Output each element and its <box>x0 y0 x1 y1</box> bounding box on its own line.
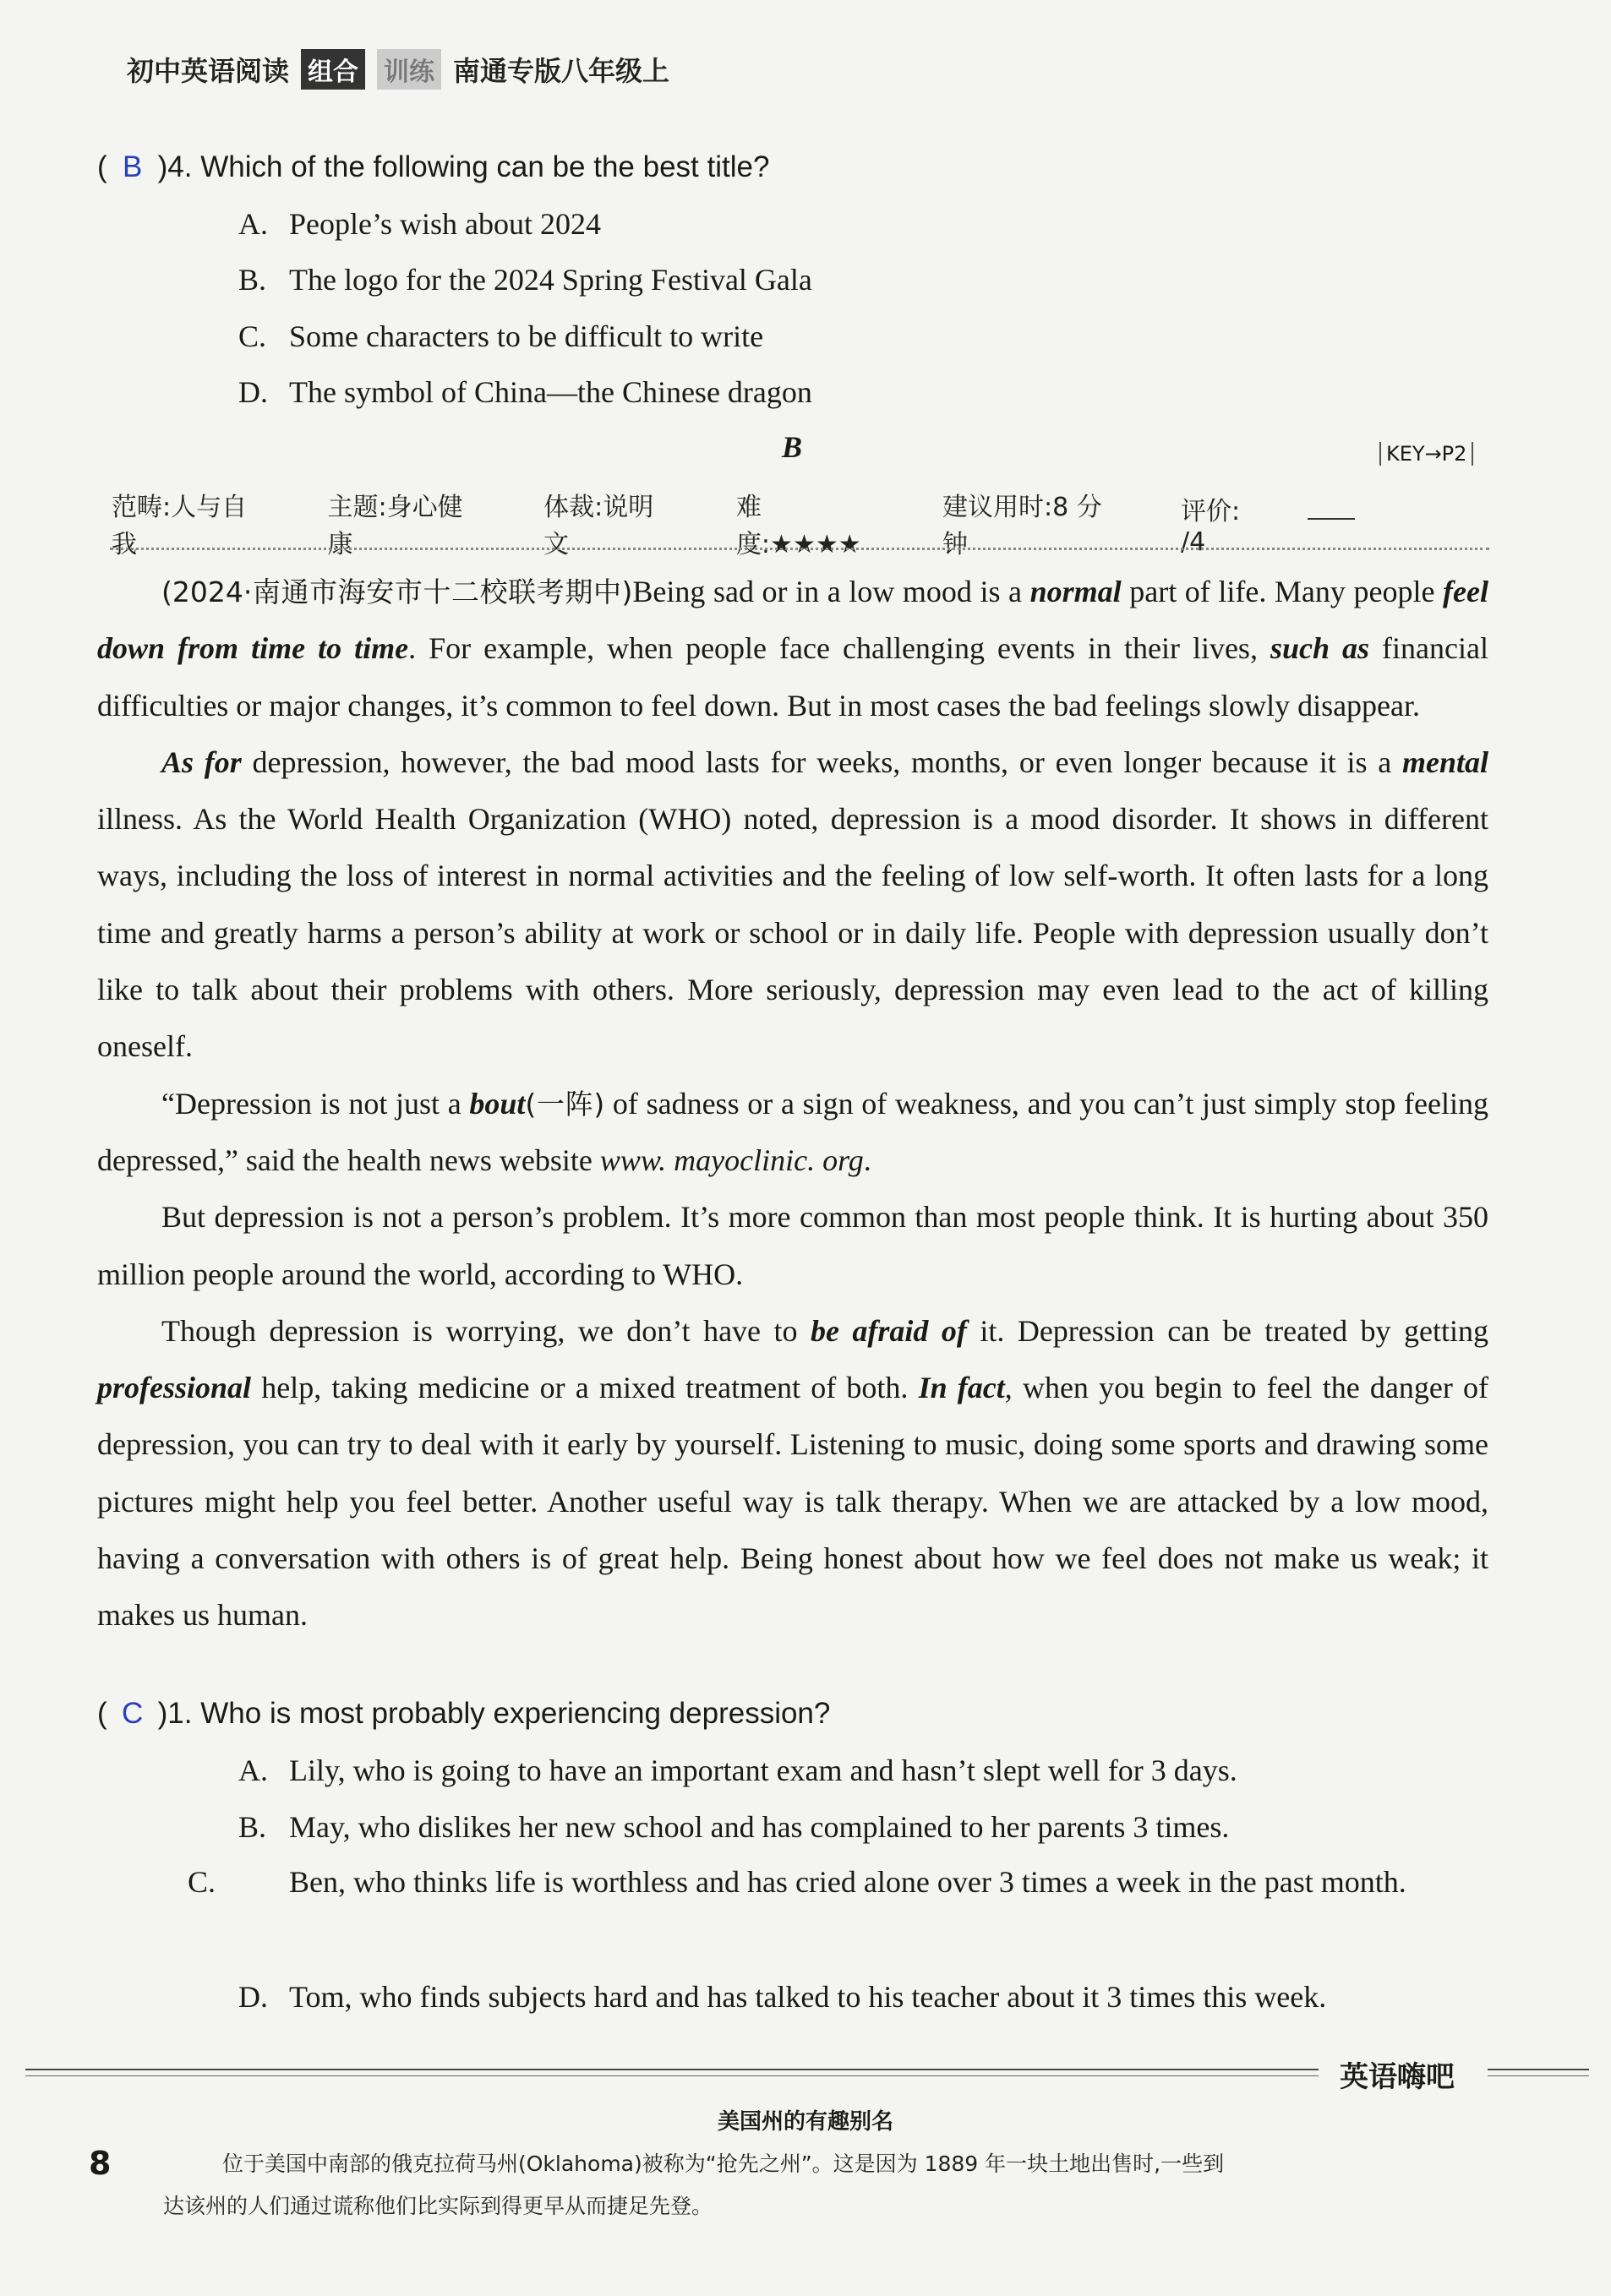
key-word: mental <box>1402 744 1489 779</box>
text: “Depression is not just a <box>161 1086 470 1121</box>
book-title: 初中英语阅读 <box>127 55 290 87</box>
answer-key-ref: KEY→P2 <box>1379 442 1473 466</box>
text: Being sad or in a low mood is a <box>632 575 1030 608</box>
key-word: normal <box>1029 575 1122 608</box>
text: it. Depression can be treated by getting <box>966 1313 1488 1348</box>
section-letter: B <box>782 430 803 464</box>
answer-mark: B <box>122 150 143 183</box>
option-letter: D. <box>238 375 268 409</box>
text: depression, however, the bad mood lasts for weeks, months, or even longer because it is a <box>241 744 1402 779</box>
key-phrase: As for <box>161 744 242 779</box>
option-text: May, who dislikes her new school and has complained to her parents 3 times. <box>289 1810 1230 1844</box>
option-text: The symbol of China—the Chinese dragon <box>289 375 812 409</box>
question-text: Who is most probably experiencing depression? <box>200 1697 831 1730</box>
info-divider <box>110 548 1489 550</box>
footer-rule <box>1488 2075 1589 2076</box>
info-category: 范畴:人与自我 <box>112 493 248 559</box>
footer-rule <box>25 2075 1319 2076</box>
text: . For example, when people face challenging events in their lives, <box>408 631 1270 666</box>
option-b <box>238 1809 1229 1845</box>
info-difficulty: 难度:★★★★ <box>735 493 861 559</box>
option-d <box>238 1979 1326 2015</box>
option-letter: A. <box>238 1753 268 1787</box>
info-theme: 主题:身心健康 <box>327 493 463 559</box>
question-number: )4. <box>157 150 193 183</box>
source-note: (2024·南通市海安市十二校联考期中) <box>161 575 633 608</box>
paragraph-5 <box>97 1303 1488 1644</box>
tip-line-2: 达该州的人们通过谎称他们比实际到得更早从而捷足先登。 <box>163 2194 713 2218</box>
paragraph-1 <box>97 564 1488 734</box>
website-url: www. mayoclinic. org <box>599 1143 864 1177</box>
reading-passage <box>97 564 1488 1644</box>
paragraph-2 <box>97 734 1488 1076</box>
option-c <box>188 1854 1489 1911</box>
info-evaluation <box>1181 490 1489 557</box>
question-number: )1. <box>157 1697 193 1730</box>
option-letter: A. <box>238 207 268 241</box>
header-tag-combo: 组合 <box>301 49 365 90</box>
question-paren-open: ( <box>97 150 107 183</box>
tip-text <box>163 2143 1390 2228</box>
footer-rule <box>25 2069 1319 2070</box>
option-text: Ben, who thinks life is worthless and has cried alone over 3 times a week in the past month. <box>289 1865 1406 1899</box>
key-phrase: such as <box>1270 631 1370 666</box>
question-paren-open: ( <box>97 1697 107 1730</box>
key-word: professional <box>97 1371 252 1405</box>
footer-rule <box>1488 2069 1589 2070</box>
eval-label: 评价: <box>1180 496 1241 526</box>
option-text: People’s wish about 2024 <box>289 207 601 241</box>
text: of sadness or a sign of weakness, and you can’t just simply stop feeling depressed,” said the health news website <box>97 1086 1488 1177</box>
text: , when you begin to feel the danger of depression, you can try to deal with it early by yourself. Listening to music, doing some sports and drawing some pictures might help you feel better. Another useful way is talk therapy. When we are attacked by a low mood, having a conversation with others is of great help. Being honest about how we feel does not make us weak; it makes us human. <box>97 1371 1489 1633</box>
text: help, taking medicine or a mixed treatment of both. <box>251 1371 919 1405</box>
edition-label: 南通专版八年级上 <box>453 55 670 87</box>
header-tag-training: 训练 <box>377 49 441 90</box>
info-genre: 体裁:说明文 <box>543 493 654 559</box>
question-a4 <box>97 150 769 184</box>
option-a <box>238 1753 1237 1788</box>
option-text: Some characters to be difficult to write <box>289 319 764 353</box>
question-b1 <box>97 1697 830 1731</box>
running-header <box>127 44 669 95</box>
option-text: Lily, who is going to have an important exam and hasn’t slept well for 3 days. <box>289 1753 1237 1787</box>
gloss: (一阵) <box>525 1087 605 1121</box>
text: illness. As the World Health Organization (WHO) noted, depression is a mood disorder. It shows in different ways, including the loss of interest in normal activities and the feeling of low self-worth. It often lasts for a long time and greatly harms a person’s ability at work or school or in daily life. People with depression usually don’t like to talk about their problems with others. More seriously, depression may even lead to the act of killing oneself. <box>97 802 1488 1064</box>
text: financial difficulties or major changes, it’s common to feel down. But in most cases the bad feelings slowly disappear. <box>97 631 1488 723</box>
paragraph-4: But depression is not a person’s problem. It’s more common than most people think. It is hurting about 350 million people around the world, according to WHO. <box>97 1200 1488 1291</box>
option-text: The logo for the 2024 Spring Festival Gala <box>289 263 812 297</box>
option-letter: C. <box>188 1865 216 1899</box>
text: . <box>863 1143 871 1177</box>
tip-title: 美国州的有趣别名 <box>717 2109 893 2135</box>
key-phrase: be afraid of <box>810 1313 967 1348</box>
option-b <box>238 262 812 297</box>
page-number: 8 <box>89 2145 112 2182</box>
passage-info-bar <box>112 493 1489 559</box>
option-a <box>238 206 601 242</box>
text: part of life. Many people <box>1121 575 1444 608</box>
eval-total: /4 <box>1180 526 1206 557</box>
key-phrase: In fact <box>918 1371 1005 1405</box>
option-letter: B. <box>238 1810 267 1844</box>
option-d <box>238 374 812 410</box>
question-text: Which of the following can be the best title? <box>200 150 770 183</box>
option-c <box>238 319 763 354</box>
eval-blank <box>1308 518 1355 520</box>
info-time: 建议用时:8 分钟 <box>942 493 1102 559</box>
option-letter: B. <box>238 263 267 297</box>
footer-column-title: 英语嗨吧 <box>1340 2060 1455 2094</box>
option-text: Tom, who finds subjects hard and has talked to his teacher about it 3 times this week. <box>289 1980 1327 2014</box>
tip-line-1: 位于美国中南部的俄克拉荷马州(Oklahoma)被称为“抢先之州”。这是因为 1889 年一块土地出售时,一些到 <box>222 2151 1225 2176</box>
key-phrase: feel down from time to time <box>97 575 1488 666</box>
key-word: bout <box>469 1086 526 1121</box>
answer-mark: C <box>122 1697 144 1730</box>
text: Though depression is worrying, we don’t have to <box>161 1313 811 1348</box>
option-letter: C. <box>238 319 267 353</box>
option-letter: D. <box>238 1980 268 2014</box>
paragraph-3 <box>97 1076 1488 1190</box>
